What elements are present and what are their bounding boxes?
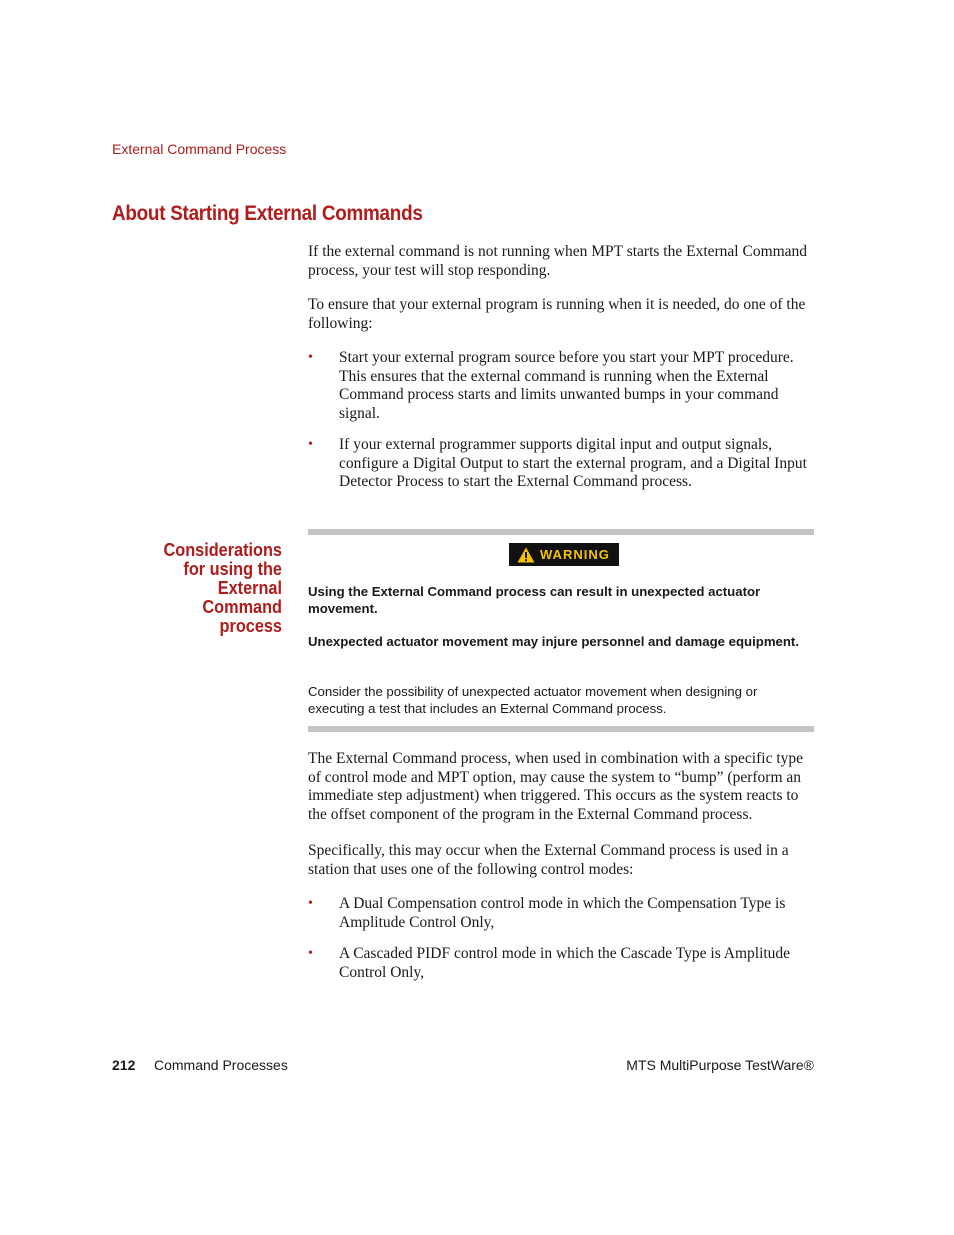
- warning-badge: [509, 543, 619, 566]
- control-modes-paragraph: Specifically, this may occur when the External Command process is used in a station that uses one of the following control modes:: [308, 842, 789, 878]
- list-item: [308, 945, 814, 982]
- list-item-text: A Dual Compensation control mode in which the Compensation Type is Amplitude Control Only,: [339, 895, 786, 931]
- list-item: [308, 349, 814, 424]
- warning-line-1: Using the External Command process can result in unexpected actuator movement.: [308, 584, 761, 616]
- bullet-glyph: •: [308, 896, 313, 911]
- warning-line-2: Unexpected actuator movement may injure personnel and damage equipment.: [308, 634, 799, 649]
- list-item: [308, 895, 814, 932]
- intro-paragraph-1: If the external command is not running when MPT starts the External Command process, your test will stop responding.: [308, 243, 808, 279]
- considerations-heading: Considerations for using the External Command process: [163, 539, 282, 636]
- section-title: About Starting External Commands: [112, 202, 423, 225]
- list-item-text: If your external programmer supports digital input and output signals, configure a Digital Output to start the external program, and a Digital Input Detector Process to start the External Command process.: [339, 436, 807, 491]
- list-item-text: A Cascaded PIDF control mode in which the Cascade Type is Amplitude Control Only,: [339, 945, 791, 981]
- bump-paragraph: The External Command process, when used in combination with a specific type of control mode and MPT option, may cause the system to “bump” (perform an immediate step adjustment) when triggered. This occurs as the system reacts to the offset component of the program in the External Command process.: [308, 750, 804, 824]
- footer-chapter: Command Processes: [154, 1057, 288, 1073]
- bullet-glyph: •: [308, 350, 313, 365]
- page-number: 212: [112, 1057, 136, 1073]
- warning-top-rule: [308, 529, 814, 535]
- bullet-glyph: •: [308, 946, 313, 961]
- warning-label: WARNING: [540, 547, 610, 562]
- list-item-text: Start your external program source before you start your MPT procedure. This ensures that the external command is running when the External Command process starts and limits unwanted bumps in your command signal.: [339, 349, 794, 423]
- warning-line-3: Consider the possibility of unexpected actuator movement when designing or executing a test that includes an External Command process.: [308, 684, 758, 716]
- warning-bottom-rule: [308, 726, 814, 732]
- running-head: External Command Process: [112, 141, 287, 157]
- bullet-glyph: •: [308, 437, 313, 452]
- warning-triangle-icon: [517, 547, 535, 563]
- intro-paragraph-2: To ensure that your external program is running when it is needed, do one of the following:: [308, 296, 806, 332]
- footer-product: MTS MultiPurpose TestWare®: [626, 1057, 814, 1073]
- list-item: [308, 436, 814, 492]
